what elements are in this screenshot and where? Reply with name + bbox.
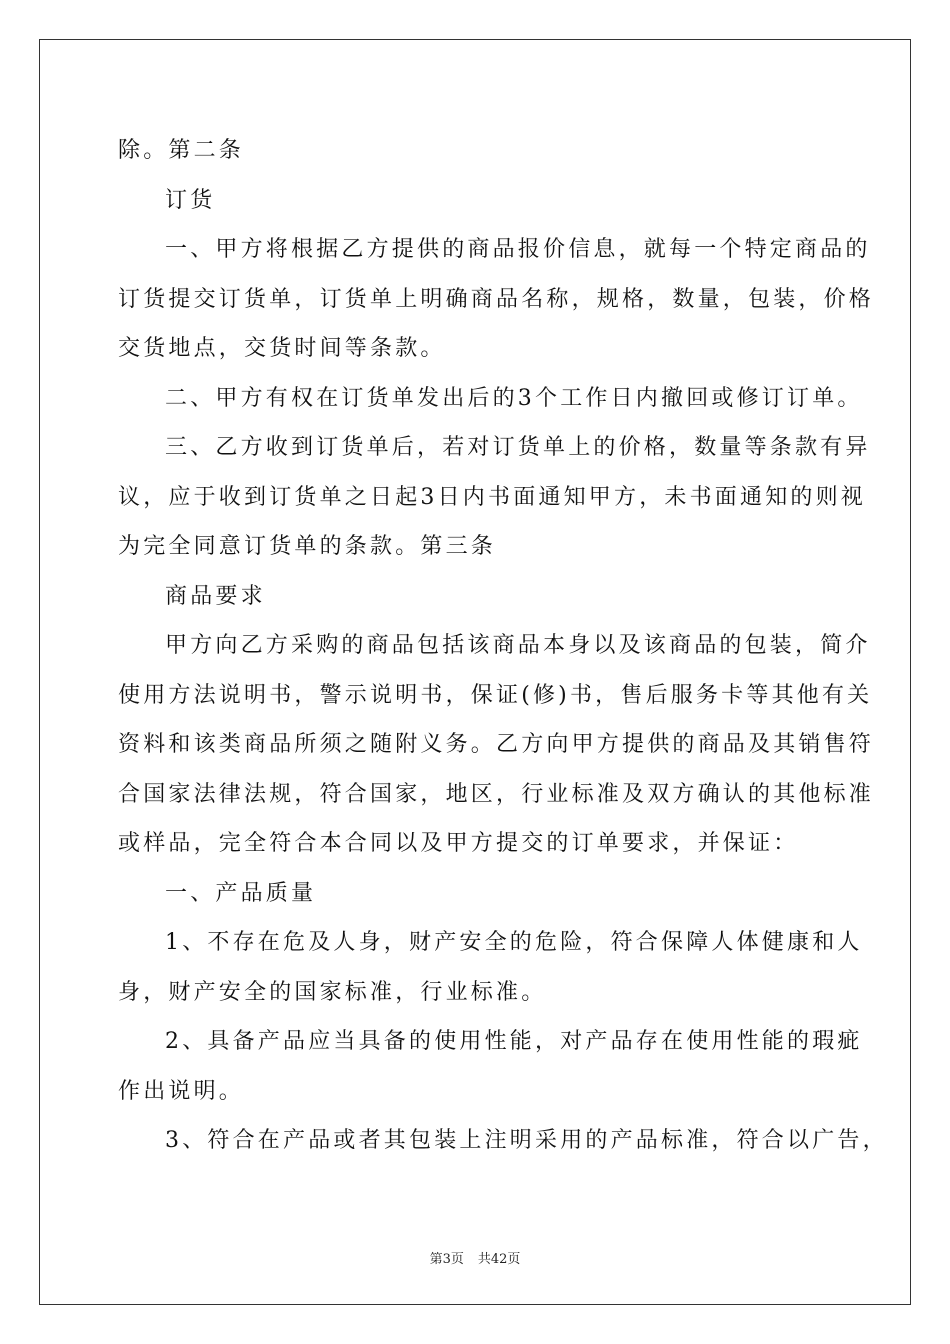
text-line: 除。第二条 <box>118 138 245 163</box>
text-line: 交货地点，交货时间等条款。 <box>118 336 446 361</box>
document-body <box>118 126 888 1166</box>
text-line: 订货提交订货单，订货单上明确商品名称，规格，数量，包装，价格 <box>118 286 875 312</box>
text-line: 二、甲方有权在订货单发出后的3个工作日内撤回或修订订单。 <box>165 385 863 411</box>
page-footer <box>0 1248 950 1267</box>
text-line: 三、乙方收到订货单后，若对订货单上的价格，数量等条款有异 <box>165 435 871 460</box>
text-line: 一、甲方将根据乙方提供的商品报价信息，就每一个特定商品的 <box>165 237 871 262</box>
total-pages: 共42页 <box>477 1252 521 1267</box>
text-line: 合国家法律法规，符合国家，地区，行业标准及双方确认的其他标准 <box>118 781 875 807</box>
section-heading: 商品要求 <box>165 583 266 609</box>
text-line: 2、具备产品应当具备的使用性能，对产品存在使用性能的瑕疵 <box>165 1029 863 1054</box>
text-line: 1、不存在危及人身，财产安全的危险，符合保障人体健康和人 <box>165 930 863 955</box>
subsection-heading: 一、产品质量 <box>165 880 317 906</box>
page-number: 第3页 <box>429 1252 464 1267</box>
text-line: 身，财产安全的国家标准，行业标准。 <box>118 979 547 1005</box>
text-line: 作出说明。 <box>118 1078 245 1104</box>
text-line: 3、符合在产品或者其包装上注明采用的产品标准，符合以广告， <box>165 1128 888 1153</box>
text-line: 为完全同意订货单的条款。第三条 <box>118 534 497 559</box>
text-line: 使用方法说明书，警示说明书，保证(修)书，售后服务卡等其他有关 <box>118 682 873 708</box>
text-line: 资料和该类商品所须之随附义务。乙方向甲方提供的商品及其销售符 <box>118 732 875 757</box>
text-line: 甲方向乙方采购的商品包括该商品本身以及该商品的包装，简介 <box>165 633 871 658</box>
section-heading: 订货 <box>165 187 216 213</box>
text-line: 议，应于收到订货单之日起3日内书面通知甲方，未书面通知的则视 <box>118 484 866 510</box>
text-line: 或样品，完全符合本合同以及甲方提交的订单要求，并保证： <box>118 831 799 856</box>
